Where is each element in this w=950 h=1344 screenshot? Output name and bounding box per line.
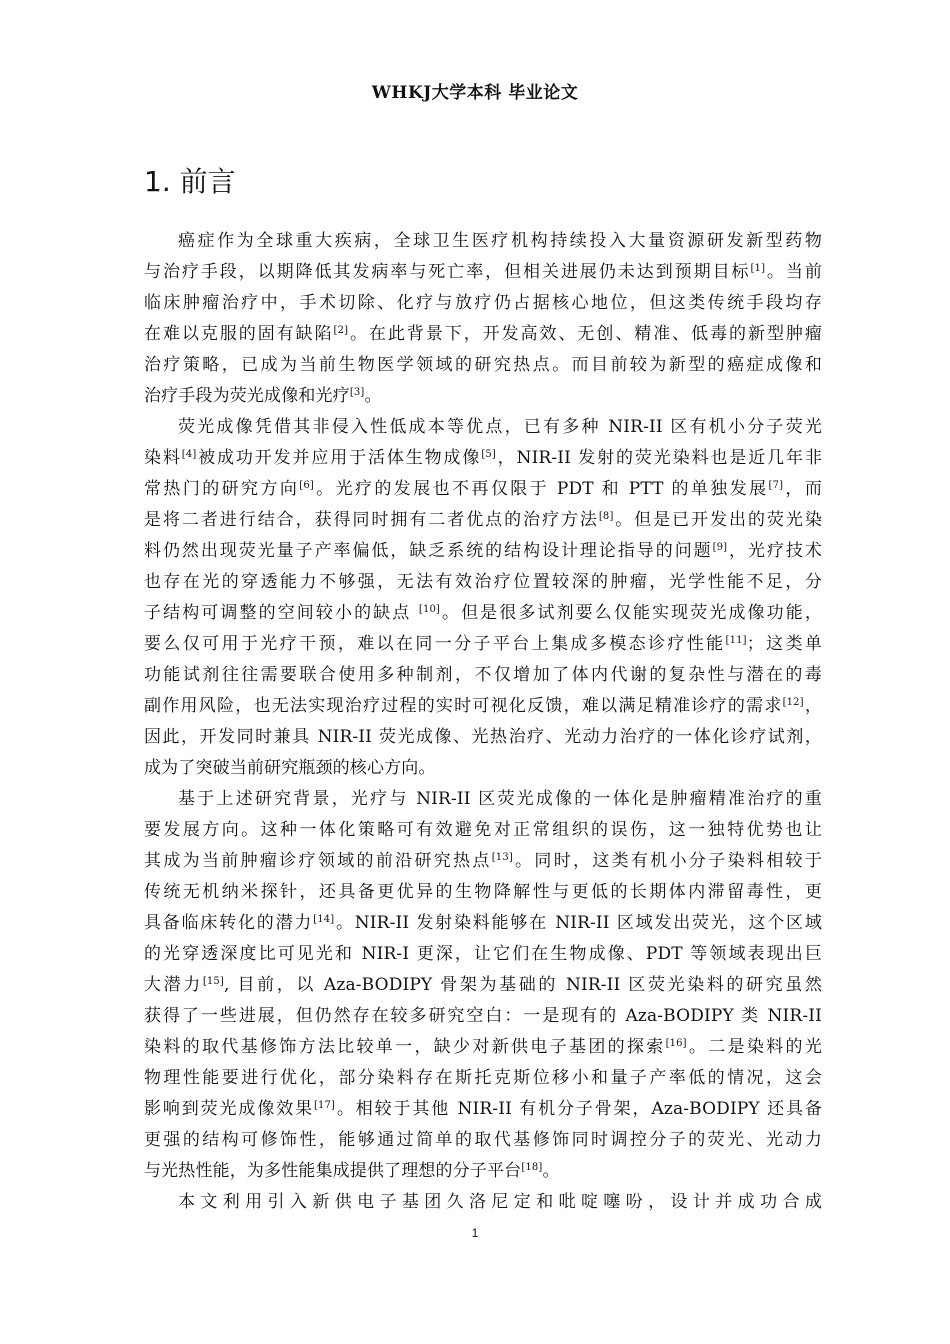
text-line: 治疗策略，已成为当前生物医学领域的研究热点。而目前较为新型的癌症成像和 xyxy=(144,355,822,375)
text-line: 因此，开发同时兼具 NIR-II 荧光成像、光热治疗、光动力治疗的一体化诊疗试剂， xyxy=(144,727,822,747)
text-line: 要发展方向。这种一体化策略可有效避免对正常组织的误伤，这一独特优势也让 xyxy=(144,820,822,840)
citation-mark: [2] xyxy=(333,325,349,336)
text-line: 大潜力[15], 目前，以 Aza-BODIPY 骨架为基础的 NIR-II 区荧光染料的研究虽然 xyxy=(144,975,822,995)
citation-mark: [14] xyxy=(313,914,335,925)
citation-mark: [9] xyxy=(712,542,728,553)
page-number: 1 xyxy=(471,1226,479,1240)
citation-mark: [1] xyxy=(750,263,766,274)
citation-mark: [13] xyxy=(491,852,513,863)
text-line: 染料[4]被成功开发并应用于活体生物成像[5]，NIR-II 发射的荧光染料也是近几年非 xyxy=(144,448,822,468)
text-line: 与光热性能，为多性能集成提供了理想的分子平台[18]。 xyxy=(144,1161,560,1181)
citation-mark: [18] xyxy=(521,1162,543,1173)
text-line: 获得了一些进展，但仍然存在较多研究空白：一是现有的 Aza-BODIPY 类 NIR-II xyxy=(144,1006,822,1026)
citation-mark: [6] xyxy=(299,480,314,491)
text-line: 功能试剂往往需要联合使用多种制剂，不仅增加了体内代谢的复杂性与潜在的毒 xyxy=(144,665,822,685)
section-heading: 1. 前言 xyxy=(144,165,236,198)
body-text xyxy=(144,226,822,1218)
text-line: 常热门的研究方向[6]。光疗的发展也不再仅限于 PDT 和 PTT 的单独发展[7]，而 xyxy=(144,479,822,499)
text-line: 荧光成像凭借其非侵入性低成本等优点，已有多种 NIR-II 区有机小分子荧光 xyxy=(178,417,822,437)
text-line: 在难以克服的固有缺陷[2]。在此背景下，开发高效、无创、精准、低毒的新型肿瘤 xyxy=(144,324,822,344)
citation-mark: [7] xyxy=(768,480,784,491)
citation-mark: [8] xyxy=(598,511,614,522)
citation-mark: [5] xyxy=(481,449,496,460)
citation-mark: [17] xyxy=(313,1100,336,1111)
text-line: 传统无机纳米探针，还具备更优异的生物降解性与更低的长期体内滞留毒性，更 xyxy=(144,882,822,902)
citation-mark: [4] xyxy=(181,449,197,460)
text-line: 具备临床转化的潜力[14]。NIR-II 发射染料能够在 NIR-II 区域发出荧光，这个区域 xyxy=(144,913,822,933)
text-line: 成为了突破当前研究瓶颈的核心方向。 xyxy=(144,758,436,778)
text-line: 副作用风险，也无法实现治疗过程的实时可视化反馈，难以满足精准诊疗的需求[12]， xyxy=(144,696,822,716)
citation-mark: [16] xyxy=(665,1038,687,1049)
text-line: 也存在光的穿透能力不够强，无法有效治疗位置较深的肿瘤，光学性能不足，分 xyxy=(144,572,822,592)
page-header: WHKJ大学本科 毕业论文 xyxy=(371,83,579,103)
text-line: 本文利用引入新供电子基团久洛尼定和吡啶噻吩，设计并成功合成 xyxy=(178,1192,822,1212)
citation-mark: [3] xyxy=(349,387,365,398)
text-line: 染料的取代基修饰方法比较单一，缺少对新供电子基团的探索[16]。二是染料的光 xyxy=(144,1037,822,1057)
citation-mark: [10] xyxy=(418,604,441,615)
text-line: 影响到荧光成像效果[17]。相较于其他 NIR-II 有机分子骨架，Aza-BODIPY 还具备 xyxy=(144,1099,822,1119)
text-line: 临床肿瘤治疗中，手术切除、化疗与放疗仍占据核心地位，但这类传统手段均存 xyxy=(144,293,822,313)
text-line: 要么仅可用于光疗干预，难以在同一分子平台上集成多模态诊疗性能[11]；这类单 xyxy=(144,634,822,654)
text-line: 是将二者进行结合，获得同时拥有二者优点的治疗方法[8]。但是已开发出的荧光染 xyxy=(144,510,822,530)
citation-mark: [12] xyxy=(782,697,804,708)
text-line: 与治疗手段，以期降低其发病率与死亡率，但相关进展仍未达到预期目标[1]。当前 xyxy=(144,262,822,282)
text-line: 物理性能要进行优化，部分染料存在斯托克斯位移小和量子产率低的情况，这会 xyxy=(144,1068,822,1088)
text-line: 料仍然出现荧光量子产率偏低，缺乏系统的结构设计理论指导的问题[9]，光疗技术 xyxy=(144,541,822,561)
text-line: 子结构可调整的空间较小的缺点 [10]。但是很多试剂要么仅能实现荧光成像功能， xyxy=(144,603,822,623)
citation-mark: [15] xyxy=(202,976,224,987)
citation-mark: [11] xyxy=(725,635,747,646)
text-line: 基于上述研究背景，光疗与 NIR-II 区荧光成像的一体化是肿瘤精准治疗的重 xyxy=(178,789,822,809)
text-line: 的光穿透深度比可见光和 NIR-I 更深，让它们在生物成像、PDT 等领域表现出巨 xyxy=(144,944,822,964)
text-line: 其成为当前肿瘤诊疗领域的前沿研究热点[13]。同时，这类有机小分子染料相较于 xyxy=(144,851,822,871)
text-line: 治疗手段为荧光成像和光疗[3]。 xyxy=(144,386,382,406)
text-line: 癌症作为全球重大疾病，全球卫生医疗机构持续投入大量资源研发新型药物 xyxy=(178,231,822,251)
text-line: 更强的结构可修饰性，能够通过简单的取代基修饰同时调控分子的荧光、光动力 xyxy=(144,1130,822,1150)
